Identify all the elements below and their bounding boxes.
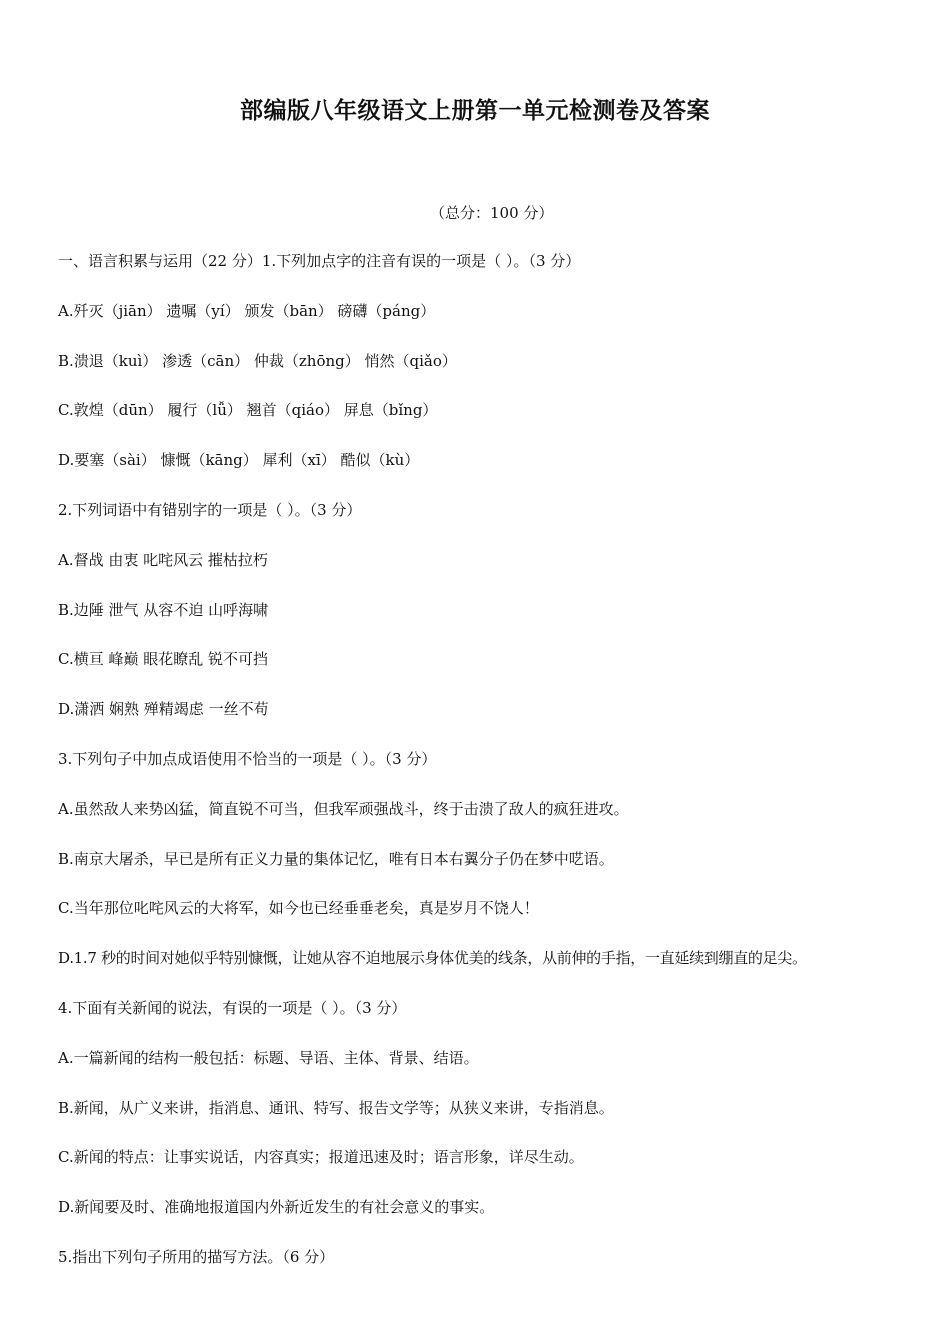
question-4: 4.下面有关新闻的说法，有误的一项是（ ）。（3 分） bbox=[58, 998, 407, 1017]
total-score: （总分：100 分） bbox=[430, 204, 554, 222]
q1-option-b: B.溃退（kuì） 渗透（cān） 仲裁（zhōng） 悄然（qiǎo） bbox=[58, 351, 457, 370]
q2-option-a: A.督战 由衷 叱咤风云 摧枯拉朽 bbox=[58, 550, 268, 569]
q4-option-c: C.新闻的特点：让事实说话，内容真实；报道迅速及时；语言形象，详尽生动。 bbox=[58, 1148, 584, 1167]
q2-option-b: B.边陲 泄气 从容不迫 山呼海啸 bbox=[58, 600, 269, 619]
section-heading: 一、语言积累与运用（22 分）1.下列加点字的注音有误的一项是（ ）。（3 分） bbox=[58, 252, 581, 270]
q4-option-b: B.新闻，从广义来讲，指消息、通讯、特写、报告文学等；从狭义来讲，专指消息。 bbox=[58, 1098, 614, 1117]
q1-option-d: D.要塞（sài） 慷慨（kāng） 犀利（xī） 酷似（kù） bbox=[58, 451, 420, 470]
q3-option-a: A.虽然敌人来势凶猛，简直锐不可当，但我军顽强战斗，终于击溃了敌人的疯狂进攻。 bbox=[58, 799, 629, 818]
q1-option-a: A.歼灭（jiān） 遗嘱（yí） 颁发（bān） 磅礴（páng） bbox=[58, 301, 436, 320]
page-title: 部编版八年级语文上册第一单元检测卷及答案 bbox=[240, 98, 710, 124]
q2-option-c: C.横亘 峰巅 眼花瞭乱 锐不可挡 bbox=[58, 650, 269, 669]
question-5: 5.指出下列句子所用的描写方法。（6 分） bbox=[58, 1247, 335, 1266]
q3-option-d: D.1.7 秒的时间对她似乎特别慷慨，让她从容不迫地展示身体优美的线条，从前伸的手指，一直延续到绷直的足尖。 bbox=[58, 949, 807, 968]
q3-option-b: B.南京大屠杀，早已是所有正义力量的集体记忆，唯有日本右翼分子仍在梦中呓语。 bbox=[58, 849, 614, 868]
q4-option-a: A.一篇新闻的结构一般包括：标题、导语、主体、背景、结语。 bbox=[58, 1048, 479, 1067]
q2-option-d: D.潇洒 娴熟 殚精竭虑 一丝不苟 bbox=[58, 700, 269, 719]
question-2: 2.下列词语中有错别字的一项是（ ）。（3 分） bbox=[58, 500, 362, 519]
q3-option-c: C.当年那位叱咤风云的大将军，如今也已经垂垂老矣，真是岁月不饶人！ bbox=[58, 899, 539, 918]
q4-option-d: D.新闻要及时、准确地报道国内外新近发生的有社会意义的事实。 bbox=[58, 1198, 495, 1217]
q1-option-c: C.敦煌（dūn） 履行（lǚ） 翘首（qiáo） 屏息（bǐng） bbox=[58, 401, 438, 420]
question-list bbox=[58, 251, 950, 1297]
question-3: 3.下列句子中加点成语使用不恰当的一项是（ ）。（3 分） bbox=[58, 749, 437, 768]
